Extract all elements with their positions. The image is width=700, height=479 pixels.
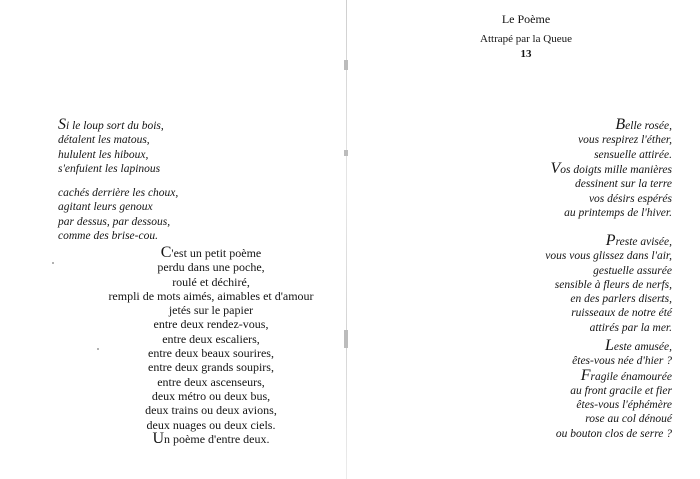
right-stanza-2 <box>551 162 672 220</box>
poem-line: rempli de mots aimés, aimables et d'amour <box>108 288 314 303</box>
poem-line: sensible à fleurs de nerfs, <box>554 278 672 291</box>
gutter-mark <box>344 330 348 348</box>
poem-line: entre deux rendez-vous, <box>153 317 269 332</box>
poem-line: attirés par la mer. <box>589 321 672 334</box>
poem-line: Preste avisée, <box>605 232 672 249</box>
paper-speck <box>52 262 54 264</box>
initial-letter: F <box>580 366 591 384</box>
poem-line: entre deux ascenseurs, <box>157 374 265 389</box>
poem-line: hululent les hiboux, <box>58 148 149 161</box>
initial-letter: B <box>615 116 626 133</box>
poem-line: vous vous glissez dans l'air, <box>545 250 672 263</box>
poem-line: jetés sur le papier <box>168 303 254 318</box>
right-stanza-4 <box>556 339 672 441</box>
poem-line: gestuelle assurée <box>593 264 672 277</box>
initial-letter: P <box>605 232 616 249</box>
poem-line: détalent les matous, <box>58 134 150 147</box>
paper-speck <box>97 348 99 350</box>
poem-line: C'est un petit poème <box>160 244 262 261</box>
gutter-mark <box>344 150 348 156</box>
page-gutter <box>346 0 347 479</box>
poem-line: vos désirs espérés <box>588 192 672 205</box>
initial-letter: C <box>160 244 172 261</box>
book-subtitle: Attrapé par la Queue <box>480 33 572 45</box>
poem-line: rose au col dénoué <box>585 413 672 426</box>
book-title: Le Poème <box>501 12 551 26</box>
poem-line: roulé et déchiré, <box>172 274 250 289</box>
poem-line: deux nuages ou deux ciels. <box>146 417 276 432</box>
poem-line: entre deux beaux sourires, <box>148 346 274 361</box>
poem-line: comme des brise-cou. <box>58 230 158 243</box>
poem-line: Si le loup sort du bois, <box>58 116 164 133</box>
poem-line: agitant leurs genoux <box>58 201 153 214</box>
poem-line: ruisseaux de notre été <box>571 307 672 320</box>
right-stanza-1 <box>578 118 672 162</box>
poem-line: par dessus, par dessous, <box>58 215 171 228</box>
poem-line: Fragile énamourée <box>580 366 672 384</box>
poem-line: êtes-vous l'éphémère <box>576 399 672 412</box>
right-stanza-3 <box>545 234 672 335</box>
poem-line: sensuelle attirée. <box>594 148 672 161</box>
initial-letter: L <box>604 337 614 354</box>
left-stanza-2 <box>58 186 178 244</box>
poem-line: Leste amusée, <box>604 337 672 354</box>
running-header <box>466 12 586 61</box>
poem-line: perdu dans une poche, <box>157 260 265 275</box>
poem-line: Vos doigts mille manières <box>550 160 672 177</box>
initial-letter: S <box>58 116 66 133</box>
initial-letter: U <box>152 429 165 447</box>
poem-line: entre deux escaliers, <box>162 331 260 346</box>
poem-line: Un poème d'entre deux. <box>152 429 270 447</box>
poem-line: au printemps de l'hiver. <box>564 206 672 219</box>
page-number: 13 <box>520 48 532 60</box>
poem-line: cachés derrière les choux, <box>58 187 179 199</box>
poem-line: vous respirez l'éther, <box>578 134 672 147</box>
poem-line: dessinent sur la terre <box>575 178 672 191</box>
poem-line: au front gracile et fier <box>570 384 672 397</box>
poem-line: deux métro ou deux bus, <box>151 388 271 403</box>
left-stanza-1 <box>58 118 164 177</box>
gutter-mark <box>344 60 348 70</box>
initial-letter: V <box>550 160 561 177</box>
left-poem-centered <box>102 246 320 446</box>
poem-line: s'enfuient les lapinous <box>58 163 161 176</box>
poem-line: Belle rosée, <box>615 116 672 133</box>
poem-line: en des parlers diserts, <box>570 293 672 306</box>
poem-line: ou bouton clos de serre ? <box>555 427 672 440</box>
poem-line: entre deux grands soupirs, <box>148 360 274 375</box>
poem-line: êtes-vous née d'hier ? <box>572 355 672 368</box>
poem-line: deux trains ou deux avions, <box>145 403 277 418</box>
